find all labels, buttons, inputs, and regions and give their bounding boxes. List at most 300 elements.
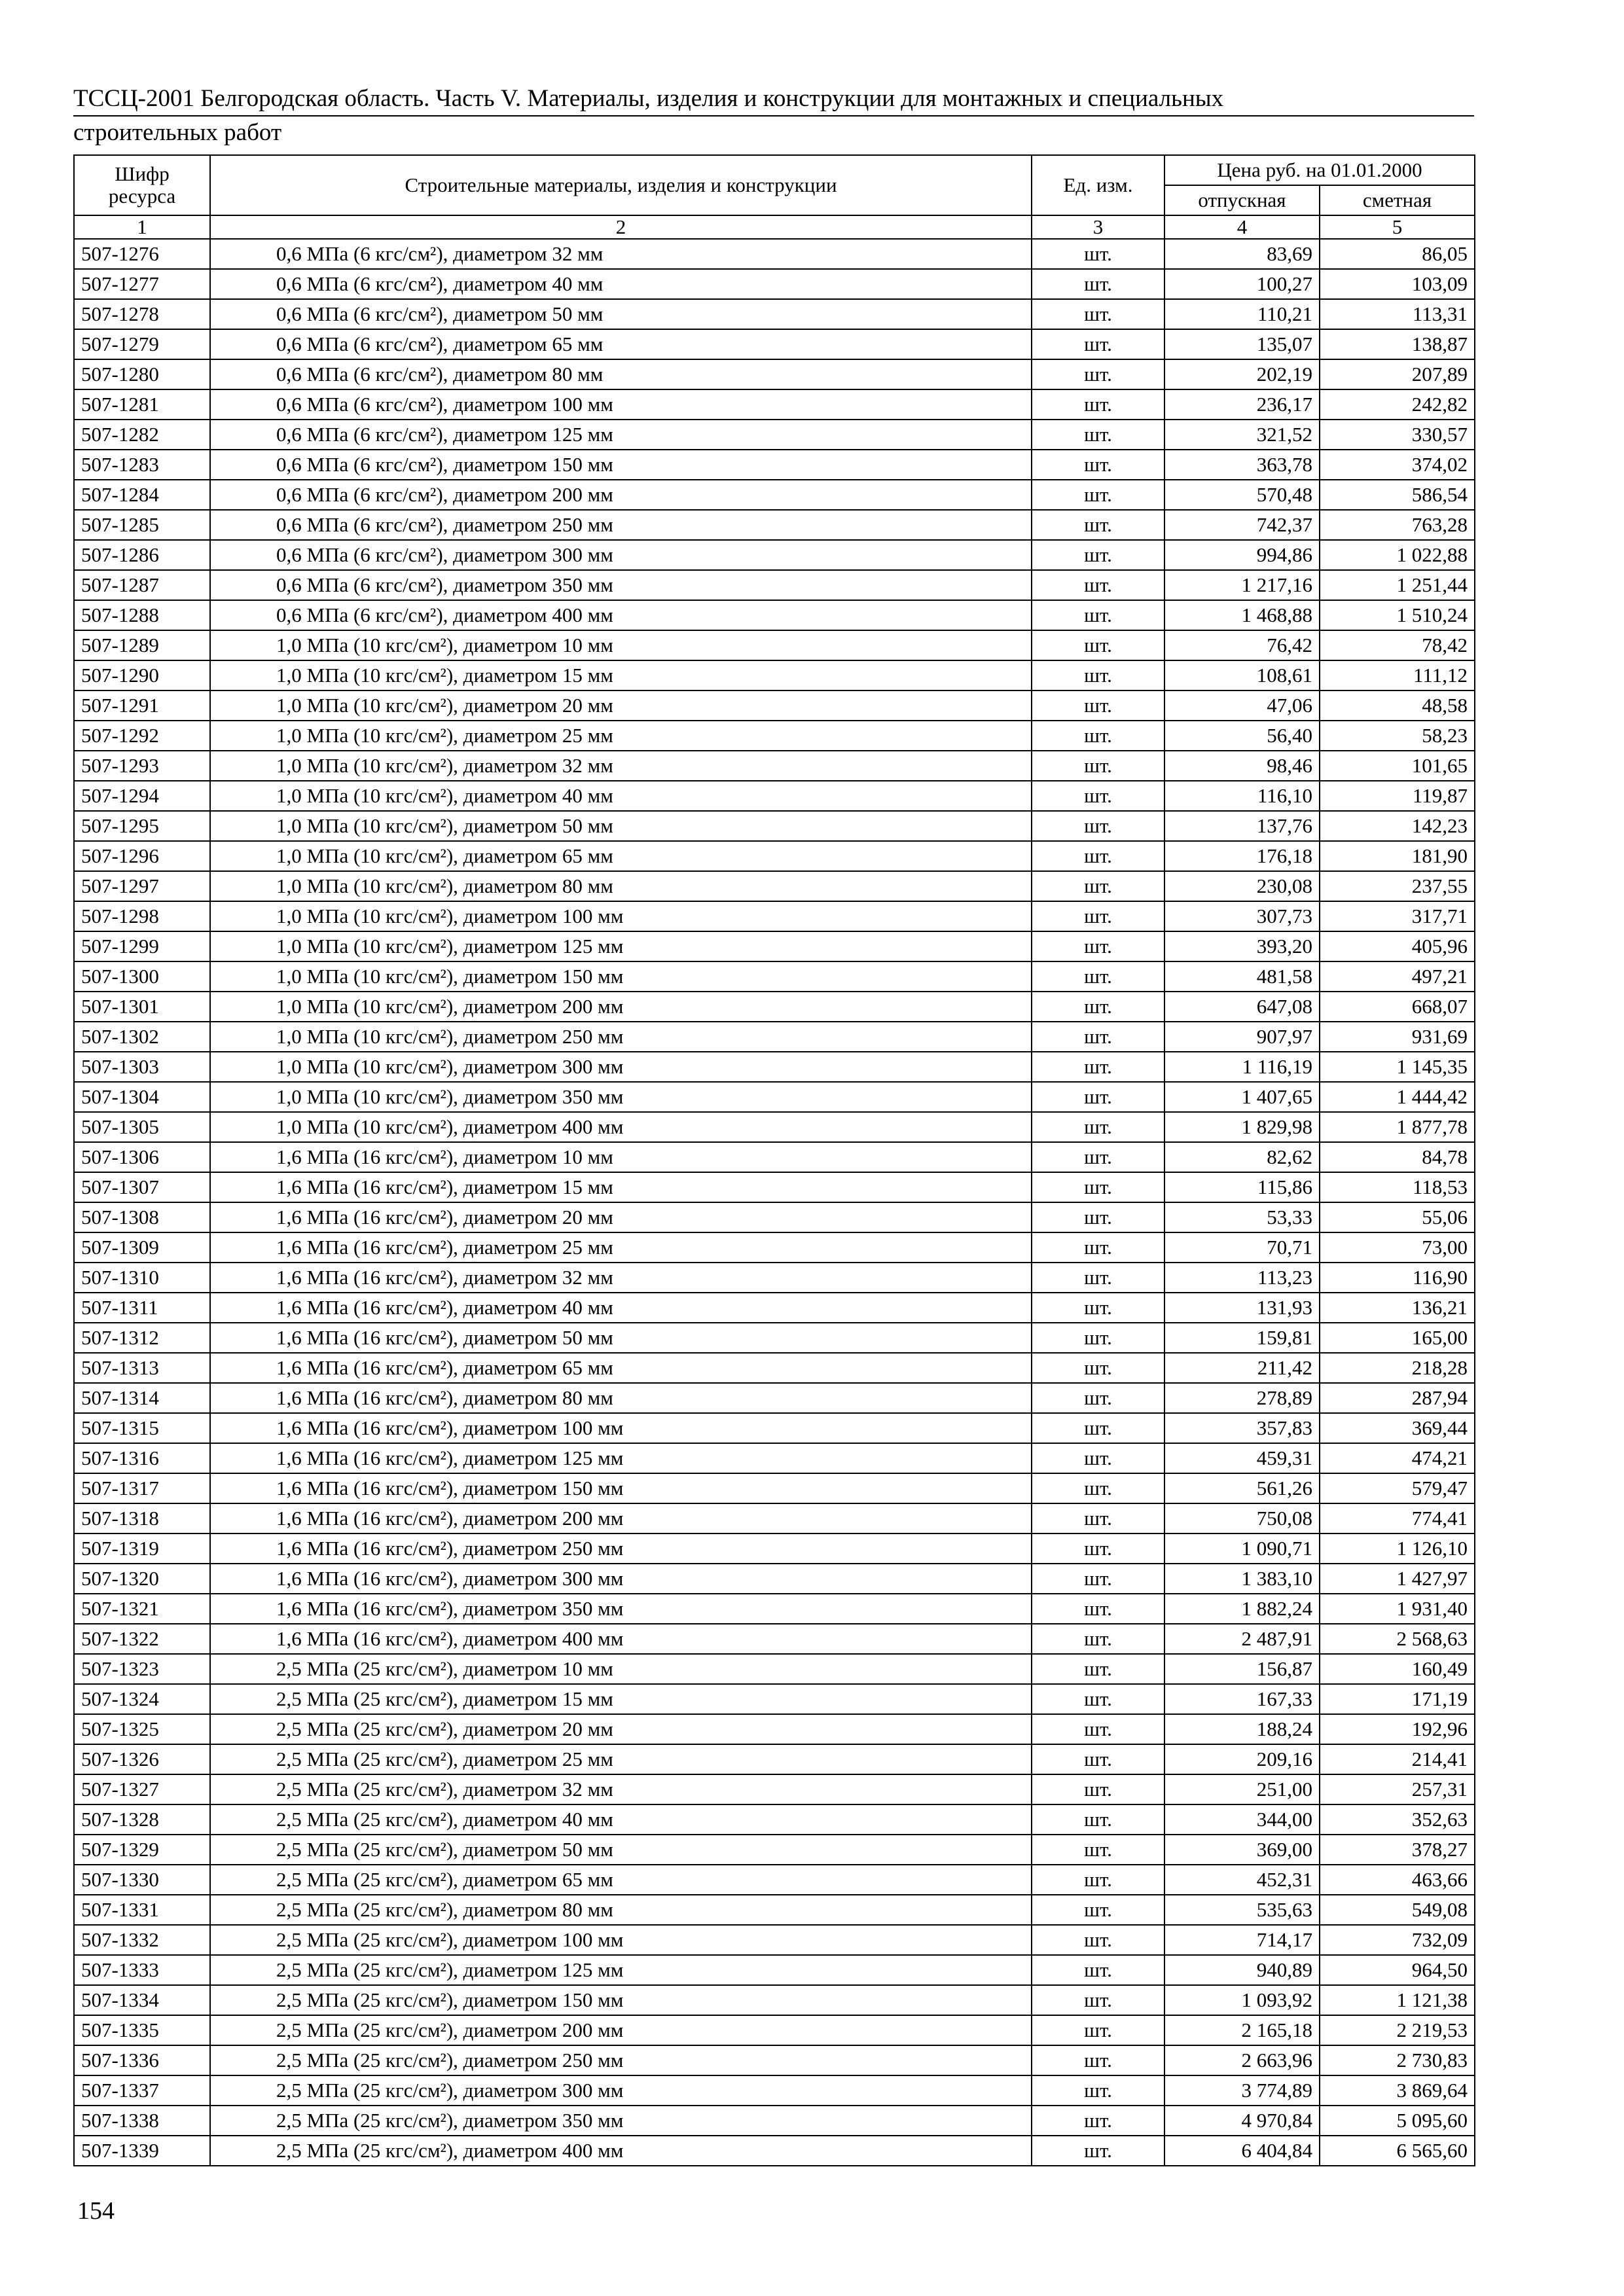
resource-code: 507-1318 xyxy=(74,1503,210,1534)
table-row xyxy=(74,961,1475,992)
table-row xyxy=(74,510,1475,540)
resource-code: 507-1319 xyxy=(74,1534,210,1564)
table-row xyxy=(74,420,1475,450)
resource-code: 507-1328 xyxy=(74,1804,210,1835)
material-name: 2,5 МПа (25 кгс/см²), диаметром 150 мм xyxy=(210,1985,1032,2015)
unit: шт. xyxy=(1032,901,1164,931)
resource-code: 507-1300 xyxy=(74,961,210,992)
unit: шт. xyxy=(1032,871,1164,901)
price-estimate: 3 869,64 xyxy=(1320,2075,1475,2106)
price-release: 2 663,96 xyxy=(1164,2045,1320,2075)
page-header xyxy=(73,82,1474,149)
unit: шт. xyxy=(1032,1654,1164,1684)
price-estimate: 165,00 xyxy=(1320,1323,1475,1353)
unit: шт. xyxy=(1032,1022,1164,1052)
unit: шт. xyxy=(1032,811,1164,841)
resource-code: 507-1301 xyxy=(74,992,210,1022)
unit: шт. xyxy=(1032,1594,1164,1624)
price-release: 363,78 xyxy=(1164,450,1320,480)
unit: шт. xyxy=(1032,691,1164,721)
column-number: 5 xyxy=(1320,215,1475,239)
column-number: 3 xyxy=(1032,215,1164,239)
material-name: 1,6 МПа (16 кгс/см²), диаметром 20 мм xyxy=(210,1202,1032,1232)
unit: шт. xyxy=(1032,299,1164,329)
price-estimate: 73,00 xyxy=(1320,1232,1475,1263)
material-name: 1,6 МПа (16 кгс/см²), диаметром 200 мм xyxy=(210,1503,1032,1534)
table-row xyxy=(74,660,1475,691)
resource-code: 507-1331 xyxy=(74,1895,210,1925)
material-name: 2,5 МПа (25 кгс/см²), диаметром 15 мм xyxy=(210,1684,1032,1714)
price-estimate: 1 145,35 xyxy=(1320,1052,1475,1082)
material-name: 1,0 МПа (10 кгс/см²), диаметром 15 мм xyxy=(210,660,1032,691)
price-estimate: 352,63 xyxy=(1320,1804,1475,1835)
table-row xyxy=(74,1232,1475,1263)
resource-code: 507-1277 xyxy=(74,269,210,299)
material-name: 1,6 МПа (16 кгс/см²), диаметром 25 мм xyxy=(210,1232,1032,1263)
unit: шт. xyxy=(1032,1413,1164,1443)
table-row xyxy=(74,1082,1475,1112)
price-estimate: 2 219,53 xyxy=(1320,2015,1475,2045)
price-estimate: 237,55 xyxy=(1320,871,1475,901)
price-estimate: 58,23 xyxy=(1320,721,1475,751)
price-release: 167,33 xyxy=(1164,1684,1320,1714)
table-row xyxy=(74,1503,1475,1534)
resource-code: 507-1339 xyxy=(74,2136,210,2166)
col-header-name: Строительные материалы, изделия и конструкции xyxy=(210,155,1032,215)
material-name: 2,5 МПа (25 кгс/см²), диаметром 32 мм xyxy=(210,1774,1032,1804)
unit: шт. xyxy=(1032,1684,1164,1714)
unit: шт. xyxy=(1032,1353,1164,1383)
material-name: 2,5 МПа (25 кгс/см²), диаметром 50 мм xyxy=(210,1835,1032,1865)
unit: шт. xyxy=(1032,1082,1164,1112)
price-estimate: 579,47 xyxy=(1320,1473,1475,1503)
price-release: 1 217,16 xyxy=(1164,570,1320,600)
resource-code: 507-1279 xyxy=(74,329,210,359)
price-release: 714,17 xyxy=(1164,1925,1320,1955)
price-release: 1 116,19 xyxy=(1164,1052,1320,1082)
resource-code: 507-1323 xyxy=(74,1654,210,1684)
table-row xyxy=(74,450,1475,480)
material-name: 1,6 МПа (16 кгс/см²), диаметром 32 мм xyxy=(210,1263,1032,1293)
price-estimate: 242,82 xyxy=(1320,389,1475,420)
table-row xyxy=(74,269,1475,299)
price-release: 481,58 xyxy=(1164,961,1320,992)
material-name: 2,5 МПа (25 кгс/см²), диаметром 25 мм xyxy=(210,1744,1032,1774)
resource-code: 507-1302 xyxy=(74,1022,210,1052)
unit: шт. xyxy=(1032,2015,1164,2045)
material-name: 1,0 МПа (10 кгс/см²), диаметром 50 мм xyxy=(210,811,1032,841)
table-row xyxy=(74,811,1475,841)
material-name: 1,6 МПа (16 кгс/см²), диаметром 50 мм xyxy=(210,1323,1032,1353)
material-name: 0,6 МПа (6 кгс/см²), диаметром 350 мм xyxy=(210,570,1032,600)
document-title-continuation: строительных работ xyxy=(73,119,282,146)
unit: шт. xyxy=(1032,1443,1164,1473)
price-release: 83,69 xyxy=(1164,239,1320,269)
resource-code: 507-1333 xyxy=(74,1955,210,1985)
table-row xyxy=(74,871,1475,901)
table-row xyxy=(74,1473,1475,1503)
resource-code: 507-1317 xyxy=(74,1473,210,1503)
price-release: 108,61 xyxy=(1164,660,1320,691)
material-name: 1,0 МПа (10 кгс/см²), диаметром 65 мм xyxy=(210,841,1032,871)
resource-code: 507-1304 xyxy=(74,1082,210,1112)
price-release: 393,20 xyxy=(1164,931,1320,961)
resource-code: 507-1283 xyxy=(74,450,210,480)
price-release: 131,93 xyxy=(1164,1293,1320,1323)
table-row xyxy=(74,1353,1475,1383)
price-release: 2 165,18 xyxy=(1164,2015,1320,2045)
resource-code: 507-1321 xyxy=(74,1594,210,1624)
price-estimate: 474,21 xyxy=(1320,1443,1475,1473)
unit: шт. xyxy=(1032,1955,1164,1985)
price-estimate: 1 022,88 xyxy=(1320,540,1475,570)
unit: шт. xyxy=(1032,660,1164,691)
unit: шт. xyxy=(1032,1804,1164,1835)
unit: шт. xyxy=(1032,931,1164,961)
price-release: 278,89 xyxy=(1164,1383,1320,1413)
resource-code: 507-1334 xyxy=(74,1985,210,2015)
resource-code: 507-1338 xyxy=(74,2106,210,2136)
price-release: 321,52 xyxy=(1164,420,1320,450)
table-row xyxy=(74,1172,1475,1202)
material-name: 1,0 МПа (10 кгс/см²), диаметром 150 мм xyxy=(210,961,1032,992)
table-row xyxy=(74,1142,1475,1172)
price-release: 100,27 xyxy=(1164,269,1320,299)
price-release: 209,16 xyxy=(1164,1744,1320,1774)
resource-code: 507-1282 xyxy=(74,420,210,450)
price-release: 1 090,71 xyxy=(1164,1534,1320,1564)
price-release: 2 487,91 xyxy=(1164,1624,1320,1654)
unit: шт. xyxy=(1032,450,1164,480)
price-release: 1 407,65 xyxy=(1164,1082,1320,1112)
material-name: 0,6 МПа (6 кгс/см²), диаметром 50 мм xyxy=(210,299,1032,329)
material-name: 2,5 МПа (25 кгс/см²), диаметром 125 мм xyxy=(210,1955,1032,1985)
table-row xyxy=(74,1925,1475,1955)
unit: шт. xyxy=(1032,1263,1164,1293)
resource-code: 507-1293 xyxy=(74,751,210,781)
price-release: 251,00 xyxy=(1164,1774,1320,1804)
material-name: 0,6 МПа (6 кгс/см²), диаметром 150 мм xyxy=(210,450,1032,480)
price-estimate: 317,71 xyxy=(1320,901,1475,931)
price-release: 47,06 xyxy=(1164,691,1320,721)
price-release: 1 882,24 xyxy=(1164,1594,1320,1624)
table-row xyxy=(74,1684,1475,1714)
table-row xyxy=(74,1263,1475,1293)
resource-code: 507-1281 xyxy=(74,389,210,420)
resource-code: 507-1287 xyxy=(74,570,210,600)
price-release: 113,23 xyxy=(1164,1263,1320,1293)
price-estimate: 1 427,97 xyxy=(1320,1564,1475,1594)
col-header-price-estimate: сметная xyxy=(1320,185,1475,215)
table-row xyxy=(74,1052,1475,1082)
price-estimate: 138,87 xyxy=(1320,329,1475,359)
price-release: 137,76 xyxy=(1164,811,1320,841)
unit: шт. xyxy=(1032,1232,1164,1263)
material-name: 0,6 МПа (6 кгс/см²), диаметром 400 мм xyxy=(210,600,1032,630)
table-row xyxy=(74,329,1475,359)
table-header-row xyxy=(74,155,1475,185)
resource-code: 507-1306 xyxy=(74,1142,210,1172)
material-name: 1,0 МПа (10 кгс/см²), диаметром 200 мм xyxy=(210,992,1032,1022)
resource-code: 507-1299 xyxy=(74,931,210,961)
material-name: 0,6 МПа (6 кгс/см²), диаметром 100 мм xyxy=(210,389,1032,420)
unit: шт. xyxy=(1032,600,1164,630)
material-name: 1,6 МПа (16 кгс/см²), диаметром 40 мм xyxy=(210,1293,1032,1323)
price-estimate: 964,50 xyxy=(1320,1955,1475,1985)
material-name: 0,6 МПа (6 кгс/см²), диаметром 300 мм xyxy=(210,540,1032,570)
material-name: 0,6 МПа (6 кгс/см²), диаметром 80 мм xyxy=(210,359,1032,389)
unit: шт. xyxy=(1032,1172,1164,1202)
resource-code: 507-1314 xyxy=(74,1383,210,1413)
price-release: 135,07 xyxy=(1164,329,1320,359)
unit: шт. xyxy=(1032,781,1164,811)
unit: шт. xyxy=(1032,1564,1164,1594)
price-release: 1 468,88 xyxy=(1164,600,1320,630)
price-release: 53,33 xyxy=(1164,1202,1320,1232)
table-row xyxy=(74,2015,1475,2045)
price-estimate: 84,78 xyxy=(1320,1142,1475,1172)
column-number: 4 xyxy=(1164,215,1320,239)
material-name: 1,0 МПа (10 кгс/см²), диаметром 32 мм xyxy=(210,751,1032,781)
material-name: 2,5 МПа (25 кгс/см²), диаметром 350 мм xyxy=(210,2106,1032,2136)
resource-code: 507-1286 xyxy=(74,540,210,570)
resource-code: 507-1310 xyxy=(74,1263,210,1293)
price-estimate: 5 095,60 xyxy=(1320,2106,1475,2136)
resource-code: 507-1307 xyxy=(74,1172,210,1202)
price-estimate: 2 568,63 xyxy=(1320,1624,1475,1654)
material-name: 0,6 МПа (6 кгс/см²), диаметром 250 мм xyxy=(210,510,1032,540)
price-estimate: 136,21 xyxy=(1320,1293,1475,1323)
unit: шт. xyxy=(1032,329,1164,359)
price-release: 236,17 xyxy=(1164,389,1320,420)
material-name: 1,6 МПа (16 кгс/см²), диаметром 15 мм xyxy=(210,1172,1032,1202)
material-name: 1,0 МПа (10 кгс/см²), диаметром 20 мм xyxy=(210,691,1032,721)
unit: шт. xyxy=(1032,359,1164,389)
price-estimate: 2 730,83 xyxy=(1320,2045,1475,2075)
price-estimate: 142,23 xyxy=(1320,811,1475,841)
material-name: 2,5 МПа (25 кгс/см²), диаметром 200 мм xyxy=(210,2015,1032,2045)
price-release: 994,86 xyxy=(1164,540,1320,570)
unit: шт. xyxy=(1032,1383,1164,1413)
price-estimate: 732,09 xyxy=(1320,1925,1475,1955)
unit: шт. xyxy=(1032,1744,1164,1774)
material-name: 1,0 МПа (10 кгс/см²), диаметром 10 мм xyxy=(210,630,1032,660)
table-row xyxy=(74,1112,1475,1142)
price-release: 750,08 xyxy=(1164,1503,1320,1534)
price-estimate: 218,28 xyxy=(1320,1353,1475,1383)
resource-code: 507-1327 xyxy=(74,1774,210,1804)
price-estimate: 763,28 xyxy=(1320,510,1475,540)
price-release: 459,31 xyxy=(1164,1443,1320,1473)
resource-code: 507-1294 xyxy=(74,781,210,811)
price-release: 110,21 xyxy=(1164,299,1320,329)
price-release: 76,42 xyxy=(1164,630,1320,660)
column-number-row xyxy=(74,215,1475,239)
table-row xyxy=(74,2136,1475,2166)
price-release: 159,81 xyxy=(1164,1323,1320,1353)
unit: шт. xyxy=(1032,1774,1164,1804)
price-release: 4 970,84 xyxy=(1164,2106,1320,2136)
resource-code: 507-1308 xyxy=(74,1202,210,1232)
price-estimate: 119,87 xyxy=(1320,781,1475,811)
unit: шт. xyxy=(1032,510,1164,540)
resource-code: 507-1326 xyxy=(74,1744,210,1774)
price-estimate: 374,02 xyxy=(1320,450,1475,480)
price-estimate: 214,41 xyxy=(1320,1744,1475,1774)
price-table xyxy=(73,154,1475,2166)
table-row xyxy=(74,1413,1475,1443)
material-name: 1,6 МПа (16 кгс/см²), диаметром 10 мм xyxy=(210,1142,1032,1172)
unit: шт. xyxy=(1032,540,1164,570)
material-name: 1,0 МПа (10 кгс/см²), диаметром 40 мм xyxy=(210,781,1032,811)
table-row xyxy=(74,1022,1475,1052)
unit: шт. xyxy=(1032,480,1164,510)
table-row xyxy=(74,931,1475,961)
material-name: 0,6 МПа (6 кгс/см²), диаметром 32 мм xyxy=(210,239,1032,269)
table-row xyxy=(74,691,1475,721)
resource-code: 507-1297 xyxy=(74,871,210,901)
table-row xyxy=(74,1323,1475,1353)
price-estimate: 111,12 xyxy=(1320,660,1475,691)
table-row xyxy=(74,1985,1475,2015)
price-estimate: 171,19 xyxy=(1320,1684,1475,1714)
resource-code: 507-1280 xyxy=(74,359,210,389)
resource-code: 507-1295 xyxy=(74,811,210,841)
material-name: 1,6 МПа (16 кгс/см²), диаметром 250 мм xyxy=(210,1534,1032,1564)
resource-code: 507-1315 xyxy=(74,1413,210,1443)
resource-code: 507-1291 xyxy=(74,691,210,721)
table-row xyxy=(74,721,1475,751)
price-estimate: 86,05 xyxy=(1320,239,1475,269)
material-name: 1,6 МПа (16 кгс/см²), диаметром 125 мм xyxy=(210,1443,1032,1473)
price-estimate: 78,42 xyxy=(1320,630,1475,660)
price-release: 176,18 xyxy=(1164,841,1320,871)
table-row xyxy=(74,1865,1475,1895)
resource-code: 507-1303 xyxy=(74,1052,210,1082)
table-row xyxy=(74,751,1475,781)
price-estimate: 586,54 xyxy=(1320,480,1475,510)
resource-code: 507-1290 xyxy=(74,660,210,691)
table-row xyxy=(74,570,1475,600)
price-estimate: 463,66 xyxy=(1320,1865,1475,1895)
price-release: 188,24 xyxy=(1164,1714,1320,1744)
price-estimate: 287,94 xyxy=(1320,1383,1475,1413)
price-release: 369,00 xyxy=(1164,1835,1320,1865)
resource-code: 507-1289 xyxy=(74,630,210,660)
material-name: 2,5 МПа (25 кгс/см²), диаметром 400 мм xyxy=(210,2136,1032,2166)
table-row xyxy=(74,1443,1475,1473)
col-header-unit: Ед. изм. xyxy=(1032,155,1164,215)
price-release: 535,63 xyxy=(1164,1895,1320,1925)
material-name: 1,6 МПа (16 кгс/см²), диаметром 300 мм xyxy=(210,1564,1032,1594)
resource-code: 507-1337 xyxy=(74,2075,210,2106)
resource-code: 507-1313 xyxy=(74,1353,210,1383)
resource-code: 507-1311 xyxy=(74,1293,210,1323)
resource-code: 507-1276 xyxy=(74,239,210,269)
price-estimate: 330,57 xyxy=(1320,420,1475,450)
price-estimate: 101,65 xyxy=(1320,751,1475,781)
material-name: 2,5 МПа (25 кгс/см²), диаметром 100 мм xyxy=(210,1925,1032,1955)
price-estimate: 931,69 xyxy=(1320,1022,1475,1052)
table-row xyxy=(74,1383,1475,1413)
price-release: 344,00 xyxy=(1164,1804,1320,1835)
price-estimate: 1 126,10 xyxy=(1320,1534,1475,1564)
resource-code: 507-1332 xyxy=(74,1925,210,1955)
table-row xyxy=(74,630,1475,660)
unit: шт. xyxy=(1032,1323,1164,1353)
unit: шт. xyxy=(1032,1624,1164,1654)
price-estimate: 1 121,38 xyxy=(1320,1985,1475,2015)
price-estimate: 113,31 xyxy=(1320,299,1475,329)
resource-code: 507-1325 xyxy=(74,1714,210,1744)
price-release: 202,19 xyxy=(1164,359,1320,389)
table-row xyxy=(74,359,1475,389)
material-name: 2,5 МПа (25 кгс/см²), диаметром 250 мм xyxy=(210,2045,1032,2075)
price-estimate: 497,21 xyxy=(1320,961,1475,992)
table-row xyxy=(74,540,1475,570)
price-estimate: 48,58 xyxy=(1320,691,1475,721)
resource-code: 507-1316 xyxy=(74,1443,210,1473)
unit: шт. xyxy=(1032,1895,1164,1925)
table-row xyxy=(74,781,1475,811)
material-name: 1,6 МПа (16 кгс/см²), диаметром 100 мм xyxy=(210,1413,1032,1443)
material-name: 2,5 МПа (25 кгс/см²), диаметром 20 мм xyxy=(210,1714,1032,1744)
material-name: 1,6 МПа (16 кгс/см²), диаметром 80 мм xyxy=(210,1383,1032,1413)
unit: шт. xyxy=(1032,1925,1164,1955)
table-row xyxy=(74,1835,1475,1865)
unit: шт. xyxy=(1032,2075,1164,2106)
unit: шт. xyxy=(1032,1293,1164,1323)
resource-code: 507-1324 xyxy=(74,1684,210,1714)
price-estimate: 1 510,24 xyxy=(1320,600,1475,630)
price-release: 307,73 xyxy=(1164,901,1320,931)
unit: шт. xyxy=(1032,961,1164,992)
table-row xyxy=(74,1534,1475,1564)
resource-code: 507-1285 xyxy=(74,510,210,540)
resource-code: 507-1288 xyxy=(74,600,210,630)
price-release: 1 829,98 xyxy=(1164,1112,1320,1142)
unit: шт. xyxy=(1032,992,1164,1022)
material-name: 1,6 МПа (16 кгс/см²), диаметром 65 мм xyxy=(210,1353,1032,1383)
price-estimate: 1 931,40 xyxy=(1320,1594,1475,1624)
table-row xyxy=(74,1202,1475,1232)
material-name: 1,0 МПа (10 кгс/см²), диаметром 350 мм xyxy=(210,1082,1032,1112)
price-estimate: 668,07 xyxy=(1320,992,1475,1022)
price-estimate: 378,27 xyxy=(1320,1835,1475,1865)
price-release: 570,48 xyxy=(1164,480,1320,510)
resource-code: 507-1278 xyxy=(74,299,210,329)
unit: шт. xyxy=(1032,1985,1164,2015)
unit: шт. xyxy=(1032,1503,1164,1534)
resource-code: 507-1296 xyxy=(74,841,210,871)
material-name: 1,0 МПа (10 кгс/см²), диаметром 25 мм xyxy=(210,721,1032,751)
price-release: 940,89 xyxy=(1164,1955,1320,1985)
unit: шт. xyxy=(1032,751,1164,781)
table-row xyxy=(74,1804,1475,1835)
resource-code: 507-1309 xyxy=(74,1232,210,1263)
material-name: 1,0 МПа (10 кгс/см²), диаметром 250 мм xyxy=(210,1022,1032,1052)
price-release: 1 093,92 xyxy=(1164,1985,1320,2015)
table-row xyxy=(74,1955,1475,1985)
column-number: 2 xyxy=(210,215,1032,239)
unit: шт. xyxy=(1032,239,1164,269)
price-release: 6 404,84 xyxy=(1164,2136,1320,2166)
table-row xyxy=(74,1774,1475,1804)
unit: шт. xyxy=(1032,1142,1164,1172)
unit: шт. xyxy=(1032,1714,1164,1744)
price-release: 3 774,89 xyxy=(1164,2075,1320,2106)
material-name: 0,6 МПа (6 кгс/см²), диаметром 125 мм xyxy=(210,420,1032,450)
